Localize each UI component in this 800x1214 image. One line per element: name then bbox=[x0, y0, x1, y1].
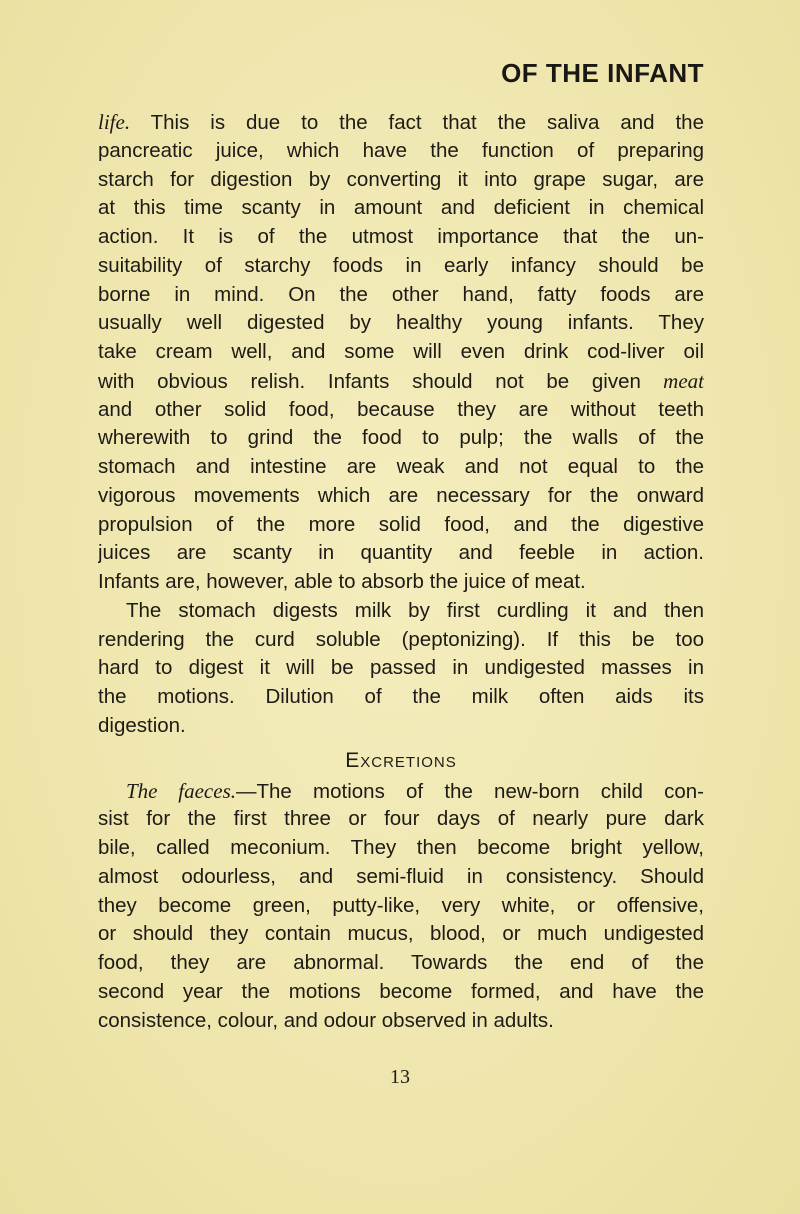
text-line: Infants are, however, able to absorb the juice of meat. bbox=[98, 570, 586, 593]
page-number: 13 bbox=[390, 1066, 410, 1088]
text-line: stomach and intestine are weak and not equal to the bbox=[98, 455, 704, 478]
text-line: with obvious relish. Infants should not be given meat bbox=[98, 368, 704, 393]
running-head: OF THE INFANT bbox=[501, 58, 704, 88]
text-line: action. It is of the utmost importance that the un- bbox=[98, 225, 704, 248]
text-line: consistence, colour, and odour observed in adults. bbox=[98, 1008, 554, 1032]
italic-term: meat bbox=[640, 368, 704, 393]
text-line: digestion. bbox=[98, 713, 186, 737]
text-line: propulsion of the more solid food, and the digestive bbox=[98, 512, 704, 536]
text-line: hard to digest it will be passed in undigested masses in bbox=[98, 656, 704, 680]
text-line: and other solid food, because they are without teeth bbox=[98, 397, 704, 421]
text-line: or should they contain mucus, blood, or much undigested bbox=[98, 922, 704, 946]
text-line: sist for the first three or four days of nearly pure dark bbox=[98, 807, 704, 831]
text-line: the motions. Dilution of the milk often aids its bbox=[98, 685, 704, 708]
text-line: borne in mind. On the other hand, fatty foods are bbox=[98, 282, 704, 306]
text-line: usually well digested by healthy young infants. They bbox=[98, 311, 704, 335]
text-line: life. This is due to the fact that the saliva and the bbox=[98, 110, 704, 134]
text-line: rendering the curd soluble (peptonizing). If this be too bbox=[98, 627, 704, 651]
italic-term: life. bbox=[98, 110, 131, 134]
text-line: wherewith to grind the food to pulp; the walls of the bbox=[98, 426, 704, 450]
text-line: almost odourless, and semi-fluid in consistency. Should bbox=[98, 864, 704, 888]
text-line: at this time scanty in amount and deficient in chemical bbox=[98, 196, 704, 220]
text-line: suitability of starchy foods in early infancy should be bbox=[98, 253, 704, 277]
text-line: food, they are abnormal. Towards the end of the bbox=[98, 951, 704, 974]
text-line: second year the motions become formed, and have the bbox=[98, 979, 704, 1003]
text-line: bile, called meconium. They then become bright yellow, bbox=[98, 836, 704, 859]
text-line: pancreatic juice, which have the function of preparing bbox=[98, 138, 704, 162]
italic-term: The faeces. bbox=[126, 778, 236, 803]
text-line: The faeces.—The motions of the new-born child con- bbox=[126, 778, 704, 803]
section-heading: Excretions bbox=[345, 748, 457, 772]
text-line: vigorous movements which are necessary for the onward bbox=[98, 483, 704, 507]
text-line: The stomach digests milk by first curdling it and then bbox=[126, 598, 704, 622]
body-text bbox=[98, 108, 704, 1035]
text-line: they become green, putty-like, very white, or offensive, bbox=[98, 893, 704, 917]
text-line: starch for digestion by converting it into grape sugar, are bbox=[98, 167, 704, 191]
text-line: juices are scanty in quantity and feeble in action. bbox=[98, 541, 704, 565]
text-line: take cream well, and some will even drink cod-liver oil bbox=[98, 340, 704, 363]
